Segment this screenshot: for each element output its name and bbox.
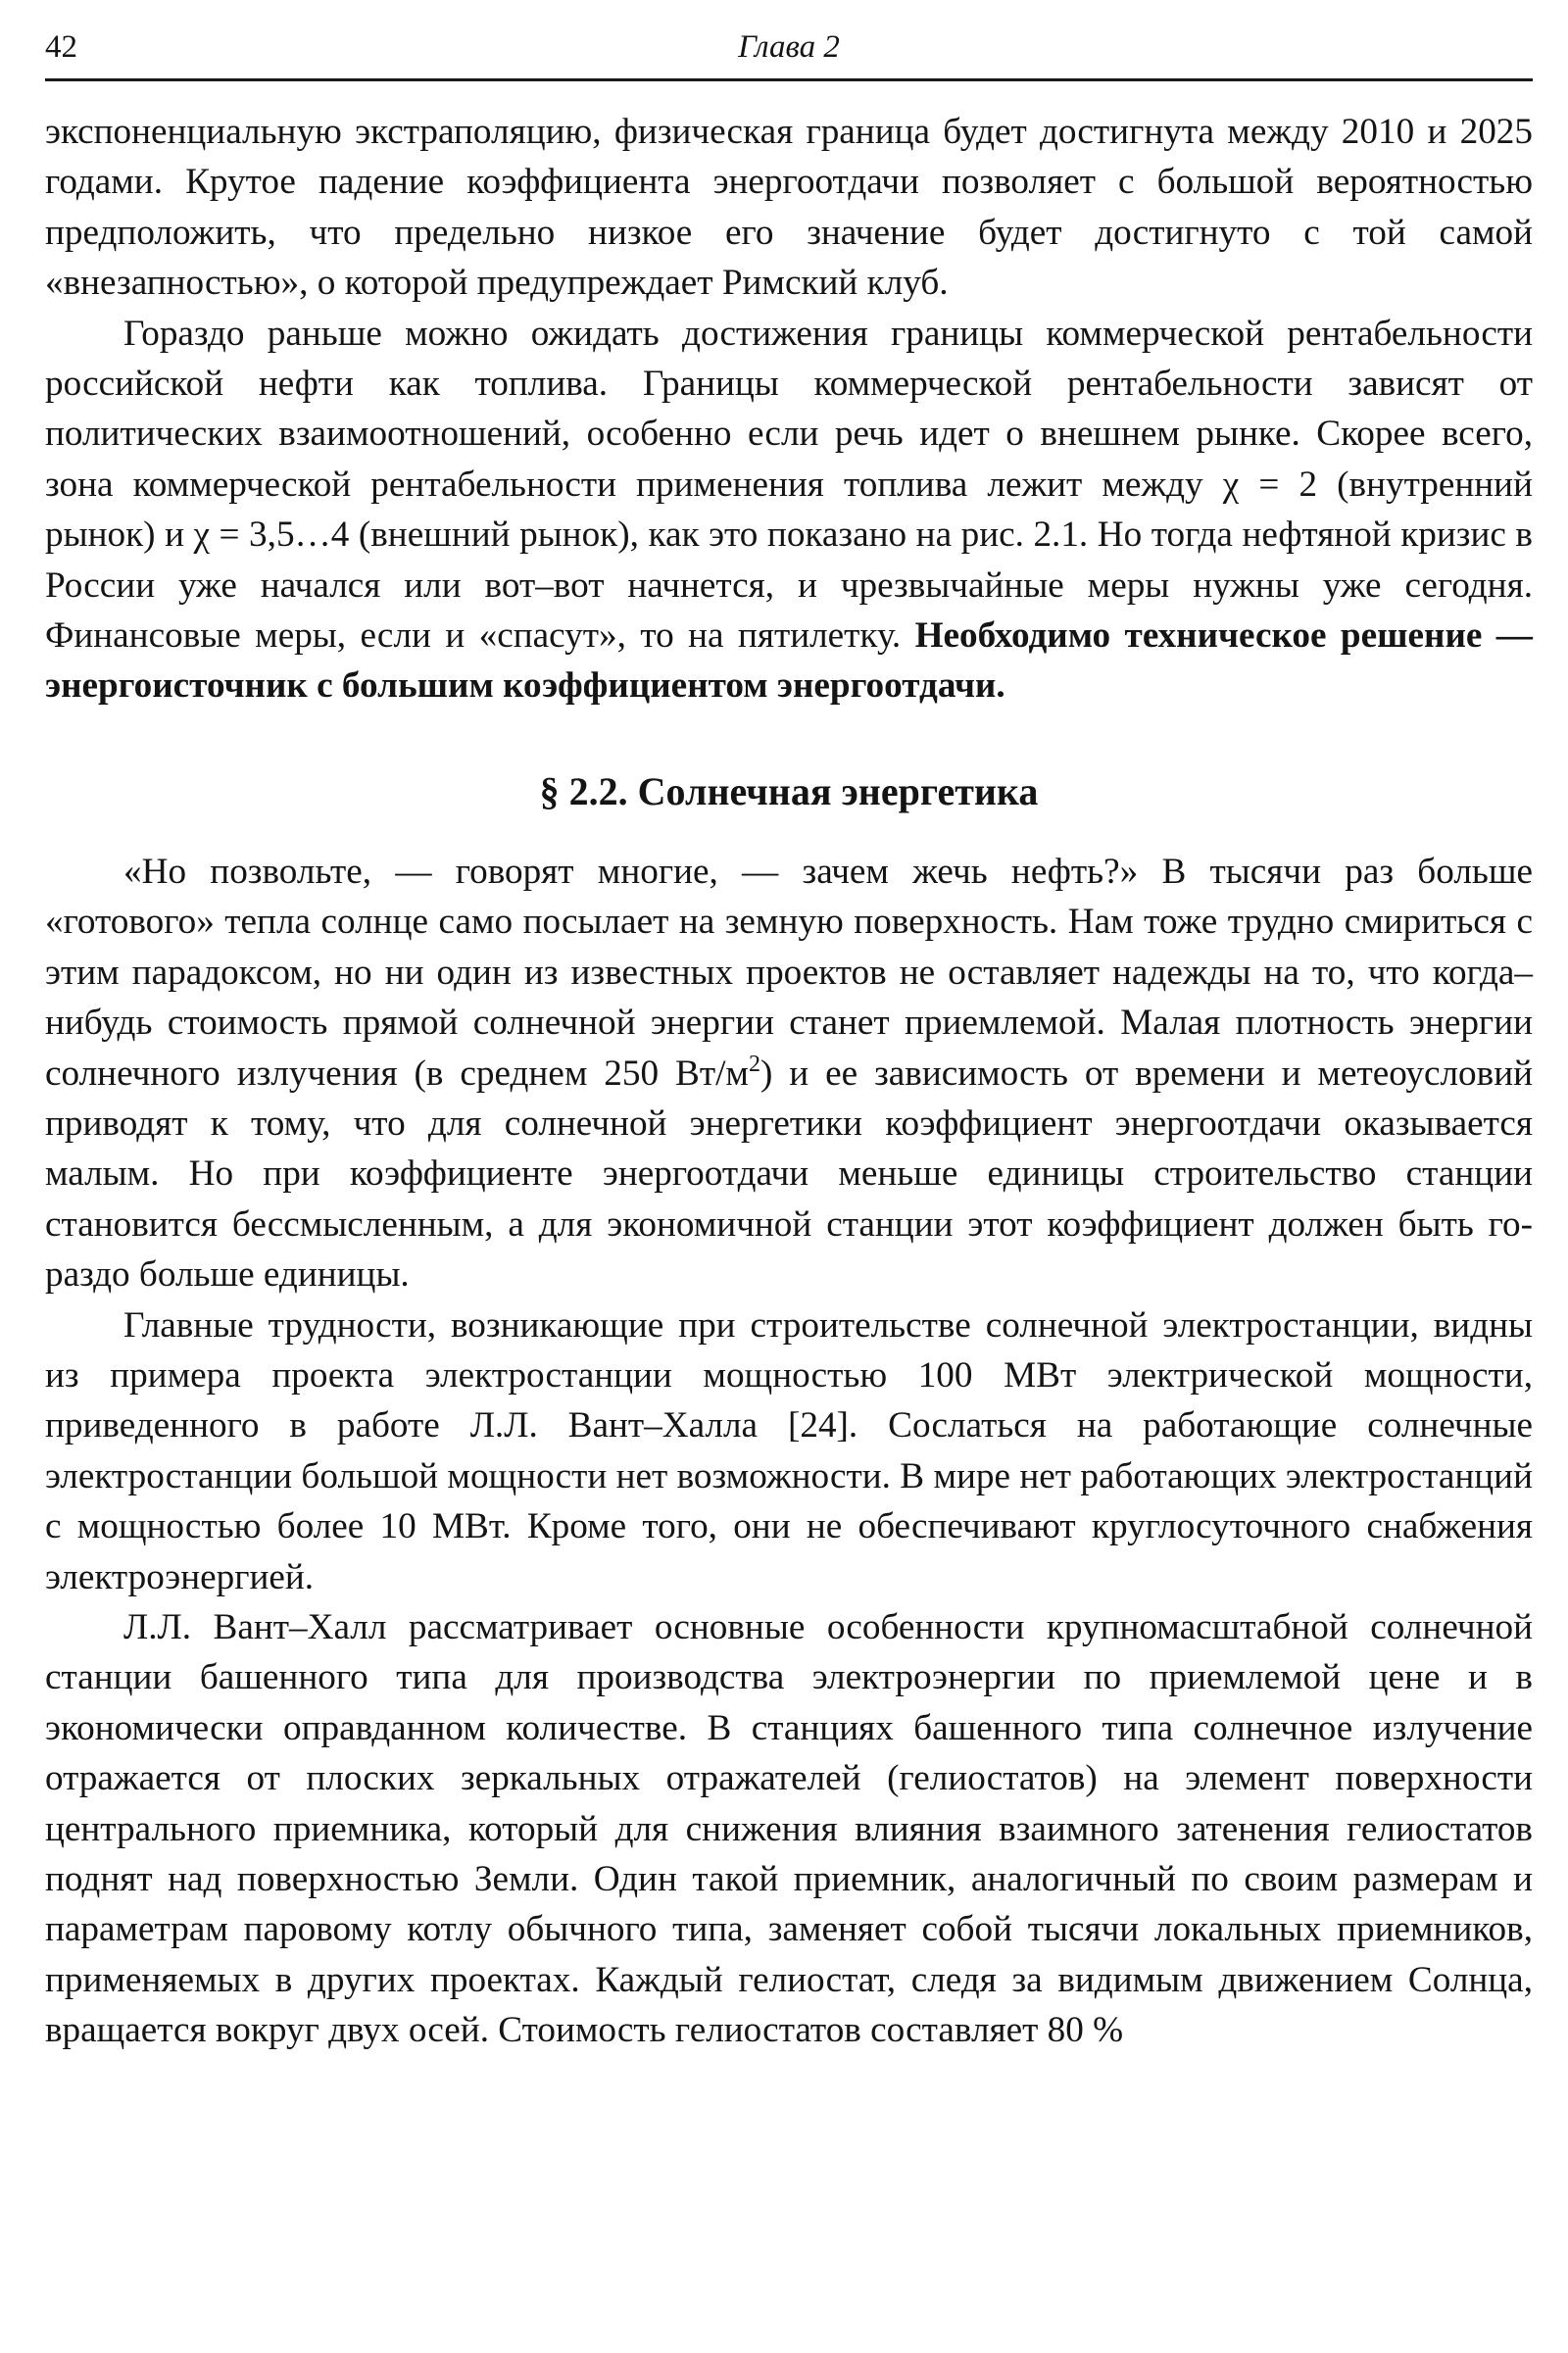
paragraph-3-text-cont: ) и ее зависимость от времени и метеоусловий приводят к тому, что для солнечной энергетики коэффициент энергоотдачи оказывается малым. Но при коэффициенте энергоотдачи меньше единицы строительство станции становится бессмысленным, а для экономичной станции этот коэффициент должен быть гораздо больше единицы. xyxy=(45,1053,1533,1296)
running-title: Глава 2 xyxy=(738,29,840,65)
book-page xyxy=(45,20,1533,2056)
page-header xyxy=(45,20,1533,74)
superscript-exponent: 2 xyxy=(748,1051,760,1077)
page-number: 42 xyxy=(45,29,77,65)
paragraph-4: Главные трудности, возникающие при строительстве солнечной электростанции, видны из примера проекта электростанции мощностью 100 МВт электрической мощности, приведенного в работе Л.Л. Вант–Халла [24]. Сослаться на работающие солнечные электростанции большой мощности нет возможности. В мире нет работающих электростанций с мощностью более 10 МВт. Кроме того, они не обеспечивают круглосуточного снабжения электроэнергией. xyxy=(45,1304,1533,1597)
paragraph-3-text: «Но позвольте, — говорят многие, — зачем жечь нефть?» В тысячи раз больше «готового» тепла солнце само посылает на земную поверхность. Нам тоже трудно смириться с этим парадоксом, но ни один из известных проектов не оставляет надежды на то, что когда–нибудь стоимость прямой солнечной энергии станет приемлемой. Малая плотность энергии солнечного излучения (в среднем 250 Вт/м xyxy=(45,851,1533,1094)
paragraph-5: Л.Л. Вант–Халл рассматривает основные особенности крупномасштабной солнечной станции башенного типа для производства электроэнергии по приемлемой цене и в экономически оправданном количестве. В станциях башенного типа солнечное излучение отражается от плоских зеркальных отражателей (гелиостатов) на элемент поверхности центрального приемника, который для снижения влияния взаимного затенения гелиостатов поднят над поверхностью Земли. Один такой приемник, аналогичный по своим размерам и параметрам паровому котлу обычного типа, заменяет собой тысячи локальных приемников, применяемых в других проектах. Каждый гелиостат, следя за видимым движением Солнца, вращается вокруг двух осей. Стоимость гелиостатов составляет 80 % xyxy=(45,1606,1533,2051)
paragraph-1: экспоненциальную экстраполяцию, физическая граница будет достигнута между 2010 и 2025 годами. Крутое падение коэффициента энергоотдачи позволяет с большой вероятностью предположить, что предельно низкое его значение будет достигнуто с той самой «внезапностью», о которой предупреждает Римский клуб. xyxy=(45,112,1533,304)
paragraph-2-text: Гораздо раньше можно ожидать достижения границы коммерческой рентабельности российской нефти как топлива. Границы коммерческой рентабельности зависят от политических взаимоотношений, особенно если речь идет о внешнем рынке. Скорее всего, зона коммерческой рентабельности применения топлива лежит между χ = 2 (внутренний рынок) и χ = 3,5…4 (внешний рынок), как это показано на рис. 2.1. Но тогда нефтяной кризис в России уже начался или вот–вот начнется, и чрезвычайные меры нужны уже сегодня. Финансовые меры, если и «спасут», то на пятилетку. xyxy=(45,313,1533,657)
paragraph-2-bold-conclusion: Необходимо техническое решение — энергоисточник с большим коэффициентом энергоотдачи. xyxy=(45,615,1533,707)
paragraph-2 xyxy=(45,309,1533,711)
body-text xyxy=(45,107,1533,2056)
section-heading: § 2.2. Солнечная энергетика xyxy=(539,768,1039,813)
paragraph-3 xyxy=(45,847,1533,1300)
header-rule xyxy=(45,78,1533,81)
